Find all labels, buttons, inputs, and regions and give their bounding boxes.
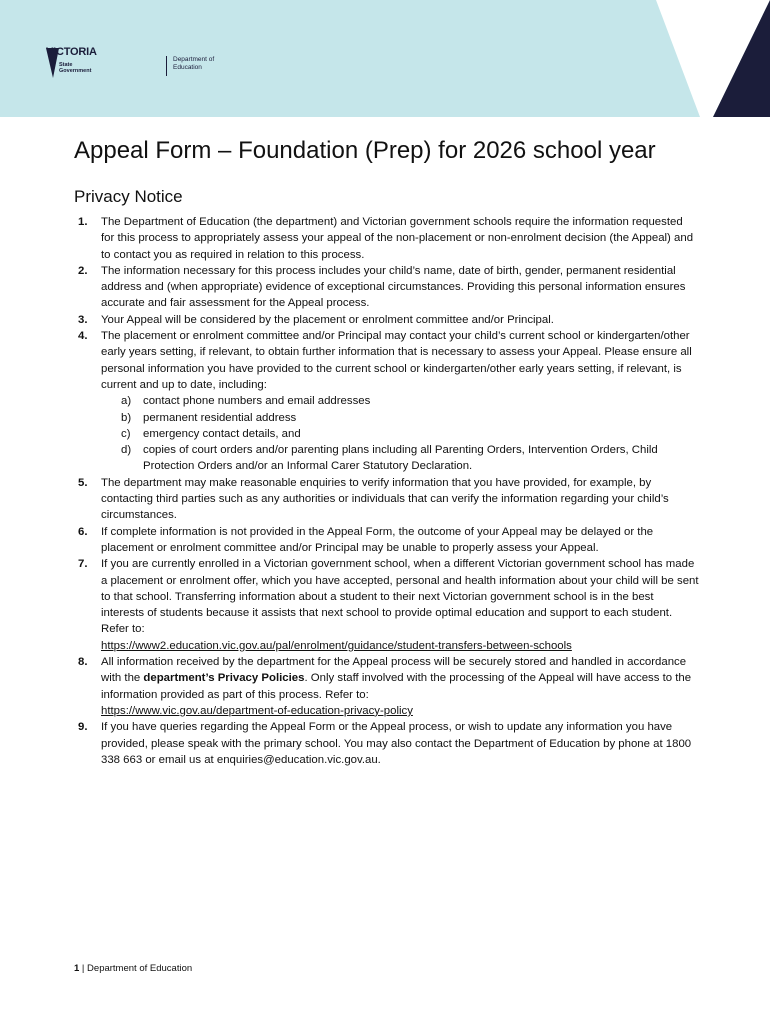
logo-divider — [166, 56, 167, 76]
logo-department: Department of Education — [173, 56, 215, 71]
sub-text: emergency contact details, and — [143, 427, 301, 440]
victoria-government-logo — [46, 46, 215, 86]
list-item — [74, 524, 699, 557]
list-text: The information necessary for this process includes your child’s name, date of birth, gender, permanent residential address and (when appropriate) evidence of exceptional circumstances. Providing this personal information ensures accurate and fair assessment for the Appeal process. — [101, 264, 686, 310]
list-item — [74, 719, 699, 768]
list-text: If you have queries regarding the Appeal Form or the Appeal process, or wish to update any information you have provided, please speak with the primary school. You may also contact the Department of Education by phone at 1800 338 663 or email us at enquiries@education.vic.gov.au. — [101, 721, 692, 766]
sub-text: contact phone numbers and email addresses — [143, 395, 371, 408]
list-text-after: . Only staff involved with the processing of the Appeal will have access to the information provided as part of this process. Refer to: — [101, 672, 692, 701]
sub-list-item — [101, 442, 699, 475]
list-item — [74, 214, 699, 263]
sub-list-item — [101, 426, 699, 442]
footer-label: Department of Education — [87, 963, 193, 974]
list-number: 2. — [78, 264, 88, 277]
list-number: 9. — [78, 721, 88, 734]
list-text-before: All information received by the department for the Appeal process will be securely stored and handled in accordance with the — [101, 656, 687, 685]
list-item — [74, 556, 699, 654]
sub-letter: c) — [121, 427, 131, 440]
list-number: 1. — [78, 216, 88, 228]
privacy-policies-label: department’s Privacy Policies — [143, 672, 305, 685]
sub-list-item — [101, 410, 699, 426]
list-number: 7. — [78, 558, 88, 571]
list-number: 5. — [78, 476, 88, 489]
list-text: If complete information is not provided in the Appeal Form, the outcome of your Appeal may be delayed or the placement or enrolment committee and/or Principal may be unable to properly assess your Appeal. — [101, 525, 654, 554]
list-item — [74, 328, 699, 475]
list-item — [74, 263, 699, 312]
list-item — [74, 475, 699, 524]
list-number: 3. — [78, 313, 88, 326]
sub-list-item — [101, 393, 699, 409]
page-footer — [74, 963, 192, 974]
section-heading: Privacy Notice — [74, 187, 183, 206]
list-text: The placement or enrolment committee and/or Principal may contact your child’s current school or kindergarten/other early years setting, if relevant, to obtain further information that is necessary to assess your Appeal. Please ensure all personal information you have provided to the current school or kindergarten/other early years setting, if relevant, is current and up to date, including: — [101, 330, 692, 391]
list-number: 8. — [78, 656, 88, 669]
page-number: 1 — [74, 963, 80, 974]
logo-sub: State Government — [59, 62, 92, 74]
footer-separator: | — [79, 963, 88, 974]
page-title: Appeal Form – Foundation (Prep) for 2026 school year — [74, 137, 656, 164]
header-band — [0, 0, 770, 117]
privacy-notice-list — [74, 214, 699, 768]
list-item — [74, 654, 699, 719]
list-text: If you are currently enrolled in a Victorian government school, when a different Victorian government school has made a placement or enrolment offer, which you have accepted, personal and health information about your child will be sent to that school. Transferring information about a student to their next Victorian government school is in the best interests of students because it assists that next school to provide optimal education and support to each student. Refer to: — [101, 558, 699, 636]
list-number: 4. — [78, 330, 88, 343]
sub-letter: a) — [121, 395, 132, 408]
list-text: The Department of Education (the department) and Victorian government schools require the information requested for this process to appropriately assess your appeal of the non-placement or non-enrolment decision (the Appeal) and to contact you as required in relation to this process. — [101, 216, 694, 261]
student-transfers-link[interactable]: https://www2.education.vic.gov.au/pal/enrolment/guidance/student-transfers-between-schools — [101, 639, 572, 652]
sub-text: copies of court orders and/or parenting plans including all Parenting Orders, Intervention Orders, Child Protection Orders and/or an Informal Carer Statutory Declaration. — [143, 444, 658, 473]
logo-word: VICTORIA — [46, 46, 97, 58]
privacy-policy-link[interactable]: https://www.vic.gov.au/department-of-education-privacy-policy — [101, 704, 413, 717]
list-text: The department may make reasonable enquiries to verify information that you have provided, for example, by contacting third parties such as any authorities or individuals that can verify the information regarding your child’s circumstances. — [101, 476, 669, 522]
list-item — [74, 312, 699, 328]
sub-letter: d) — [121, 444, 132, 457]
sub-list — [101, 393, 699, 474]
list-text: Your Appeal will be considered by the placement or enrolment committee and/or Principal. — [101, 313, 554, 326]
sub-text: permanent residential address — [143, 411, 297, 424]
sub-letter: b) — [121, 411, 132, 424]
list-number: 6. — [78, 525, 88, 538]
